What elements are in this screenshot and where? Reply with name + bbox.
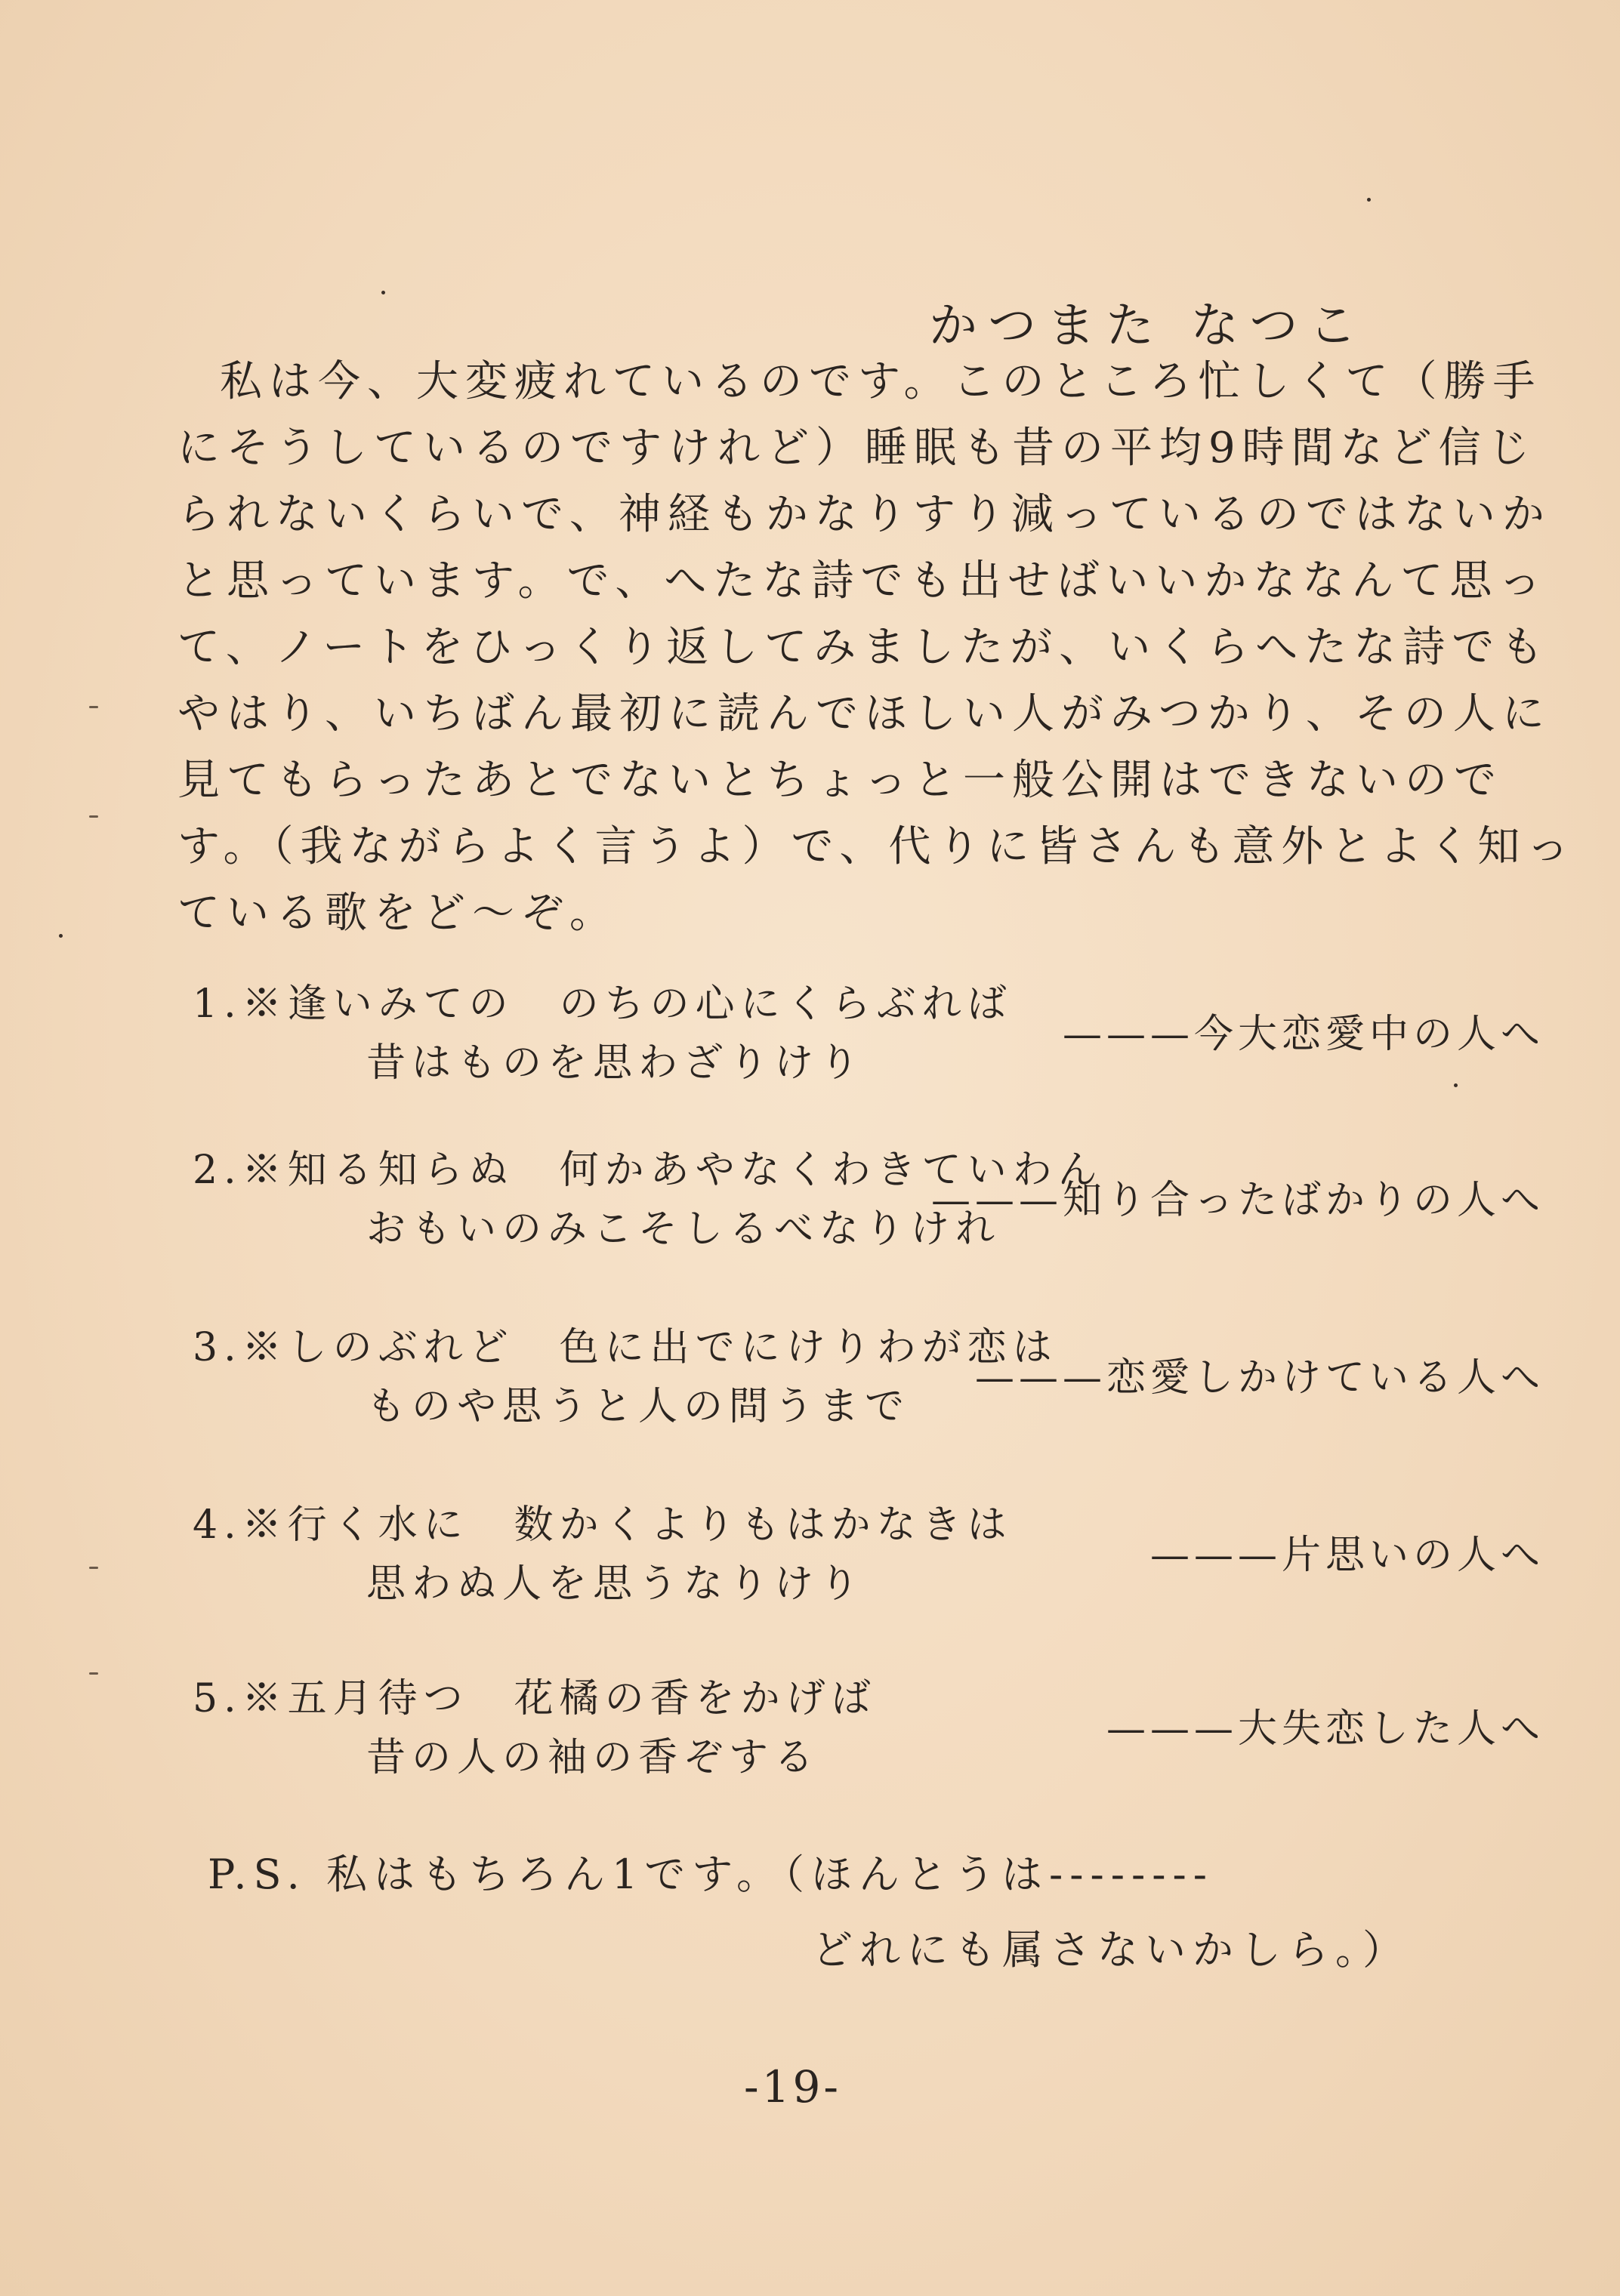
poem-dedication: ———大失恋した人へ <box>1106 1706 1544 1752</box>
poem-line-2: ものや思うと人の問うまで <box>366 1384 911 1429</box>
poem-dedication: ———片思いの人へ <box>1149 1533 1544 1578</box>
poem-1 <box>193 972 1590 1093</box>
poem-line-1: 5.※五月待つ 花橘の香をかげば <box>193 1676 877 1721</box>
poem-dedication: ———知り合ったばかりの人へ <box>930 1178 1544 1223</box>
paper-speck <box>59 934 63 938</box>
edge-mark <box>89 1672 98 1675</box>
paper-speck <box>381 291 385 294</box>
edge-mark <box>89 815 98 818</box>
poem-line-1: 3.※しのぶれど 色に出でにけりわが恋は <box>193 1325 1058 1370</box>
paper-speck <box>1367 198 1371 202</box>
poem-2 <box>193 1138 1590 1259</box>
poem-line-1: 4.※行く水に 数かくよりもはかなきは <box>193 1502 1013 1548</box>
postscript-line-2: どれにも属さないかしら。） <box>812 1926 1410 1974</box>
edge-mark <box>89 1567 98 1569</box>
poem-line-1: 1.※逢いみての のちの心にくらぶれば <box>193 982 1013 1027</box>
page-number: -19- <box>744 2061 841 2113</box>
poem-line-1: 2.※知る知らぬ 何かあやなくわきていわん <box>193 1148 1103 1193</box>
poem-dedication: ———恋愛しかけている人へ <box>974 1355 1544 1401</box>
poem-5 <box>193 1666 1590 1787</box>
poem-line-2: 昔の人の袖の香ぞする <box>366 1735 820 1780</box>
intro-paragraph: 私は今、大変疲れているのです。このところ忙しくて（勝手にそうしているのですけれど）睡眠も昔の平均9時間など信じられないくらいで、神経もかなりすり減っているのではないかと思っています。で、へたな詩でも出せばいいかななんて思って、ノートをひっくり返してみましたが、いくらへたな詩でもやはり、いちばん最初に読んでほしい人がみつかり、その人に見てもらったあとでないとちょっと一般公開はできないのです。（我ながらよく言うよ）で、代りに皆さんも意外とよく知っている歌をど〜ぞ。 <box>177 357 1576 938</box>
poem-4 <box>193 1493 1590 1613</box>
poem-line-2: 思わぬ人を思うなりけり <box>366 1561 866 1607</box>
poem-line-2: 昔はものを思わざりけり <box>366 1040 866 1086</box>
postscript-line-1: P.S. 私はもちろん1です。（ほんとうは-------- <box>208 1851 1214 1898</box>
poem-3 <box>193 1315 1590 1436</box>
author-name: かつまた なつこ <box>929 298 1368 354</box>
poem-line-2: おもいのみこそしるべなりけれ <box>366 1207 1001 1252</box>
edge-mark <box>89 706 98 708</box>
poem-dedication: ———今大恋愛中の人へ <box>1062 1012 1544 1057</box>
